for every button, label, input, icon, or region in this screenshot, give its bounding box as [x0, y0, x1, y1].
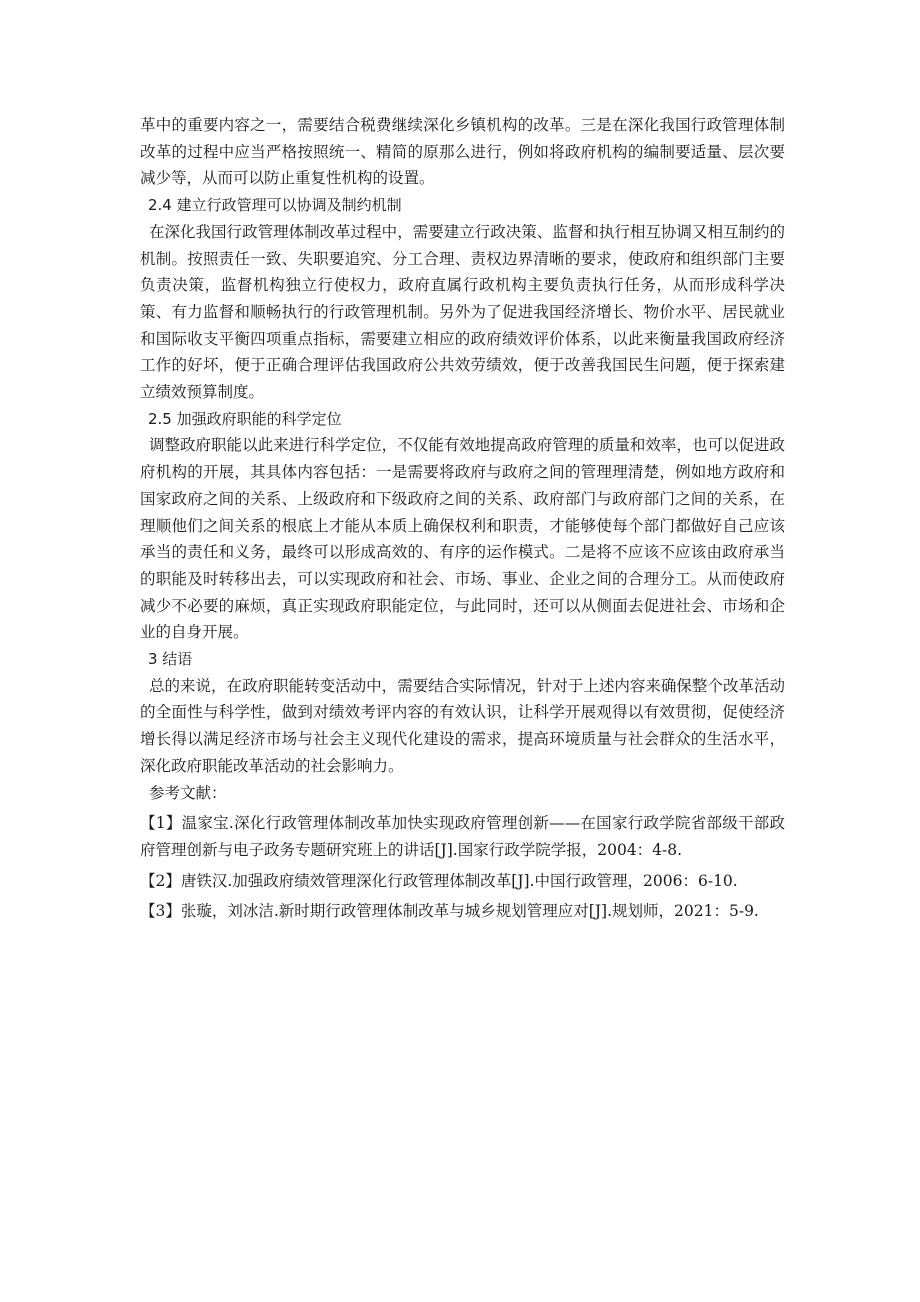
- section-heading-3: 3 结语: [148, 650, 193, 669]
- paragraph-continuation: 革中的重要内容之一，需要结合税费继续深化乡镇机构的改革。三是在深化我国行政管理体制改革的过程中应当严格按照统一、精简的原那么进行，例如将政府机构的编制要适量、层次要减少等，从而可以防止重复性机构的设置。: [140, 116, 785, 188]
- paragraph-2-4: 在深化我国行政管理体制改革过程中，需要建立行政决策、监督和执行相互协调又相互制约的机制。按照责任一致、失职要追究、分工合理、责权边界清晰的要求，使政府和组织部门主要负责决策，监督机构独立行使权力，政府直属行政机构主要负责执行任务，从而形成科学决策、有力监督和顺畅执行的行政管理机制。另外为了促进我国经济增长、物价水平、居民就业和国际收支平衡四项重点指标，需要建立相应的政府绩效评价体系，以此来衡量我国政府经济工作的好坏，便于正确合理评估我国政府公共效劳绩效，便于改善我国民生问题，便于探索建立绩效预算制度。: [140, 222, 785, 402]
- paragraph-2-5: 调整政府职能以此来进行科学定位，不仅能有效地提高政府管理的质量和效率，也可以促进政府机构的开展，其具体内容包括：一是需要将政府与政府之间的管理理清楚，例如地方政府和国家政府之间的关系、上级政府和下级政府之间的关系、政府部门与政府部门之间的关系，在理顺他们之间关系的根底上才能从本质上确保权利和职责，才能够使每个部门都做好自己应该承当的责任和义务，最终可以形成高效的、有序的运作模式。二是将不应该不应该由政府承当的职能及时转移出去，可以实现政府和社会、市场、事业、企业之间的合理分工。从而使政府减少不必要的麻烦，真正实现政府职能定位，与此同时，还可以从侧面去促进社会、市场和企业的自身开展。: [140, 436, 785, 642]
- section-heading-2-5: 2.5 加强政府职能的科学定位: [148, 409, 342, 428]
- document-page: [140, 112, 785, 925]
- reference-item-2: 【2】唐铁汉.加强政府绩效管理深化行政管理体制改革[J].中国行政管理，2006：6-10.: [140, 871, 738, 890]
- reference-item-1: 【1】温家宝.深化行政管理体制改革加快实现政府管理创新——在国家行政学院省部级干部政府管理创新与电子政务专题研究班上的讲话[J].国家行政学院学报，2004：4-8.: [140, 814, 785, 859]
- reference-item-3: 【3】张璇，刘冰洁.新时期行政管理体制改革与城乡规划管理应对[J].规划师，2021：5-9.: [140, 902, 759, 921]
- paragraph-3-conclusion: 总的来说，在政府职能转变活动中，需要结合实际情况，针对于上述内容来确保整个改革活动的全面性与科学性，做到对绩效考评内容的有效认识，让科学开展观得以有效贯彻，促使经济增长得以满足经济市场与社会主义现代化建设的需求，提高环境质量与社会群众的生活水平，深化政府职能改革活动的社会影响力。: [140, 676, 785, 775]
- section-heading-2-4: 2.4 建立行政管理可以协调及制约机制: [148, 196, 402, 215]
- references-title: 参考文献：: [149, 783, 227, 802]
